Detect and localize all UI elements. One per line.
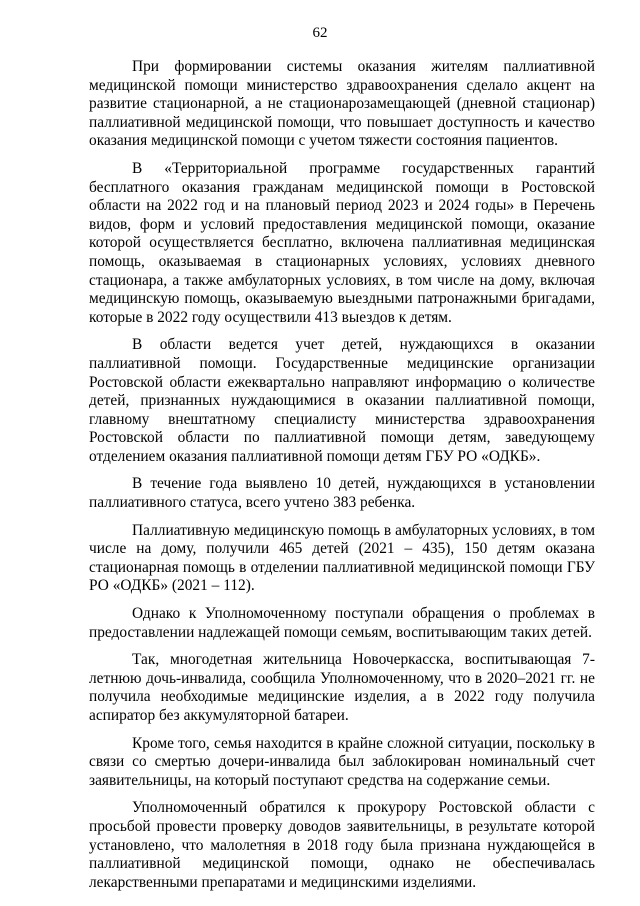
paragraph-ambulatory-care: Паллиативную медицинскую помощь в амбулаторных условиях, в том числе на дому, получили 465 детей (2021 – 435), 150 детям оказана стационарная помощь в отделении паллиативной медицинской помощи ГБУ РО «ОДКБ» (2021 – 112). <box>89 521 595 595</box>
paragraph-children-registry: В области ведется учет детей, нуждающихся в оказании паллиативной помощи. Государственные медицинские организации Ростовской области ежеквартально направляют информацию о количестве детей, признанных нуждающимися в оказании паллиативной помощи, главному внештатному специалисту министерства здравоохранения Ростовской области по паллиативной помощи детям, заведующему отделением оказания паллиативной помощи детям ГБУ РО «ОДКБ». <box>89 336 595 465</box>
paragraph-novocherkassk-case: Так, многодетная жительница Новочеркасска, воспитывающая 7-летнюю дочь-инвалида, сообщила Уполномоченному, что в 2020–2021 гг. не получила необходимые медицинские изделия, а в 2022 году получила аспиратор без аккумуляторной батареи. <box>89 651 595 724</box>
paragraph-prosecutor-appeal: Уполномоченный обратился к прокурору Ростовской области с просьбой провести проверку доводов заявительницы, в результате которой установлено, что малолетняя в 2018 году была признана нуждающейся в паллиативной медицинской помощи, однако не обеспечивалась лекарственными препаратами и медицинскими изделиями. <box>89 799 595 891</box>
paragraph-palliative-system: При формировании системы оказания жителям паллиативной медицинской помощи министерство здравоохранения сделало акцент на развитие стационарной, а не стационарозамещающей (дневной стационар) паллиативной медицинской помощи, что повышает доступность и качество оказания медицинской помощи с учетом тяжести состояния пациентов. <box>89 58 595 150</box>
document-body <box>89 58 595 901</box>
paragraph-territorial-program: В «Территориальной программе государственных гарантий бесплатного оказания гражданам медицинской помощи в Ростовской области на 2022 год и на плановый период 2023 и 2024 годы» в Перечень видов, форм и условий предоставления медицинской помощи, оказание которой осуществляется бесплатно, включена паллиативная медицинская помощь, оказываемая в стационарных условиях, условиях дневного стационара, а также амбулаторных условиях, в том числе на дому, включая медицинскую помощь, оказываемую выездными патронажными бригадами, которые в 2022 году осуществили 413 выездов к детям. <box>89 159 595 326</box>
paragraph-family-situation: Кроме того, семья находится в крайне сложной ситуации, поскольку в связи со смертью дочери-инвалида был заблокирован номинальный счет заявительницы, на который поступают средства на содержание семьи. <box>89 734 595 789</box>
paragraph-identified-children: В течение года выявлено 10 детей, нуждающихся в установлении паллиативного статуса, всего учтено 383 ребенка. <box>89 475 595 512</box>
paragraph-complaints: Однако к Уполномоченному поступали обращения о проблемах в предоставлении надлежащей помощи семьям, воспитывающим таких детей. <box>89 605 595 641</box>
page-number: 62 <box>312 25 328 41</box>
